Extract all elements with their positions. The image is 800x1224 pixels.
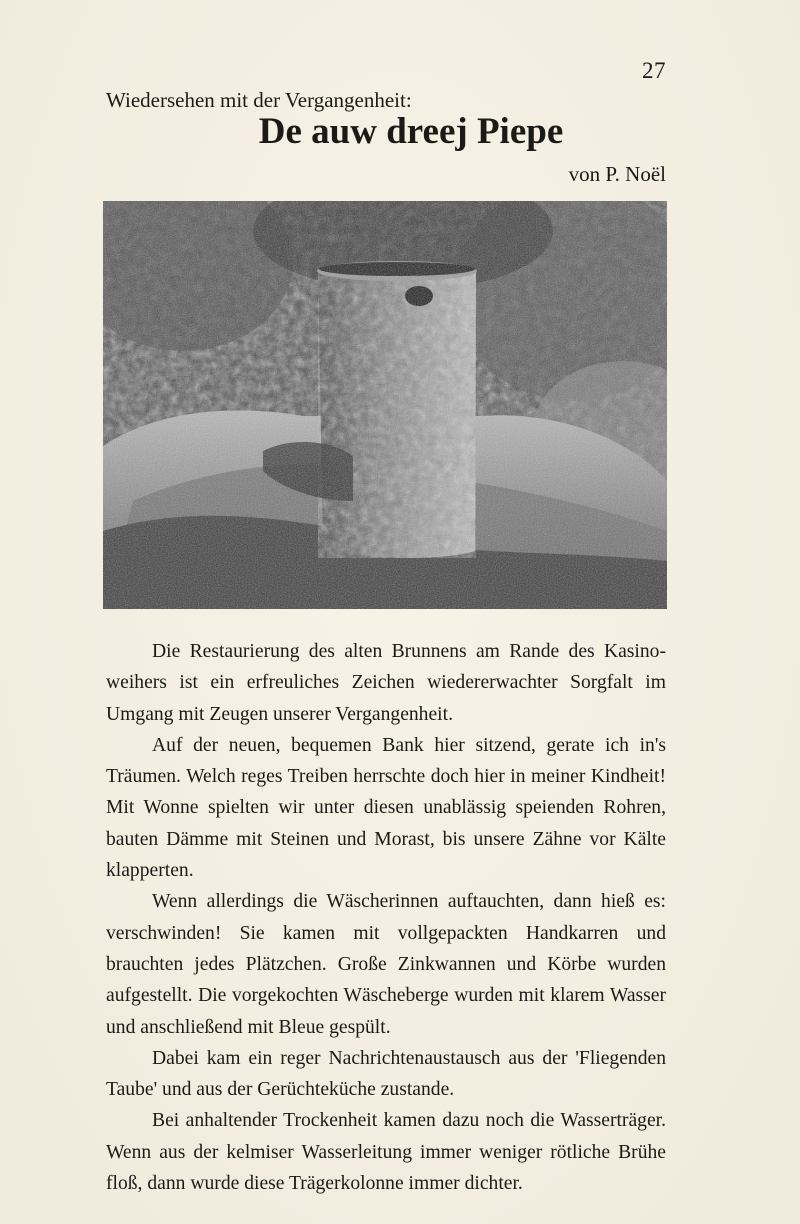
paragraph: Die Restaurierung des alten Brunnens am Rande des Kasinoweihers ist ein erfreuliches Zeichen wiedererwachter Sorgfalt im Umgang mit Zeugen unserer Vergangenheit. xyxy=(106,641,666,725)
page-number: 27 xyxy=(642,58,666,83)
fountain-photo xyxy=(103,201,667,609)
paragraph: Bei anhaltender Trockenheit kamen dazu noch die Wasserträger. Wenn aus der kelmiser Wasserleitung immer weniger rötliche Brühe floß, dann wurde diese Trägerkolonne immer dichter. xyxy=(106,1110,666,1195)
paragraph: Auf der neuen, bequemen Bank hier sitzend, gerate ich in's Träumen. Welch reges Treiben herrschte doch hier in meiner Kindheit! Mit Wonne spielten wir unter diesen unablässig speienden Rohren, bauten Dämme mit Steinen und Morast, bis unsere Zähne vor Kälte klapperten. xyxy=(106,734,666,882)
article-byline: von P. Noël xyxy=(568,162,666,186)
article-body xyxy=(106,636,666,1199)
paragraph: Wenn allerdings die Wäscherinnen auftauchten, dann hieß es: verschwinden! Sie kamen mit vollgepackten Handkarren und brauchten jedes Plätzchen. Große Zinkwannen und Körbe wurden aufgestellt. Die vorgekochten Wäscheberge wurden mit klarem Wasser und anschließend mit Bleue gespült. xyxy=(106,891,666,1038)
paragraph: Dabei kam ein reger Nachrichtenaustausch aus der 'Fliegenden Taube' und aus der Gerüchteküche zustande. xyxy=(106,1047,666,1101)
article-headline: De auw dreej Piepe xyxy=(258,111,564,152)
article-kicker: Wiedersehen mit der Vergangenheit: xyxy=(106,88,412,112)
fountain-photo-illustration xyxy=(103,201,667,609)
